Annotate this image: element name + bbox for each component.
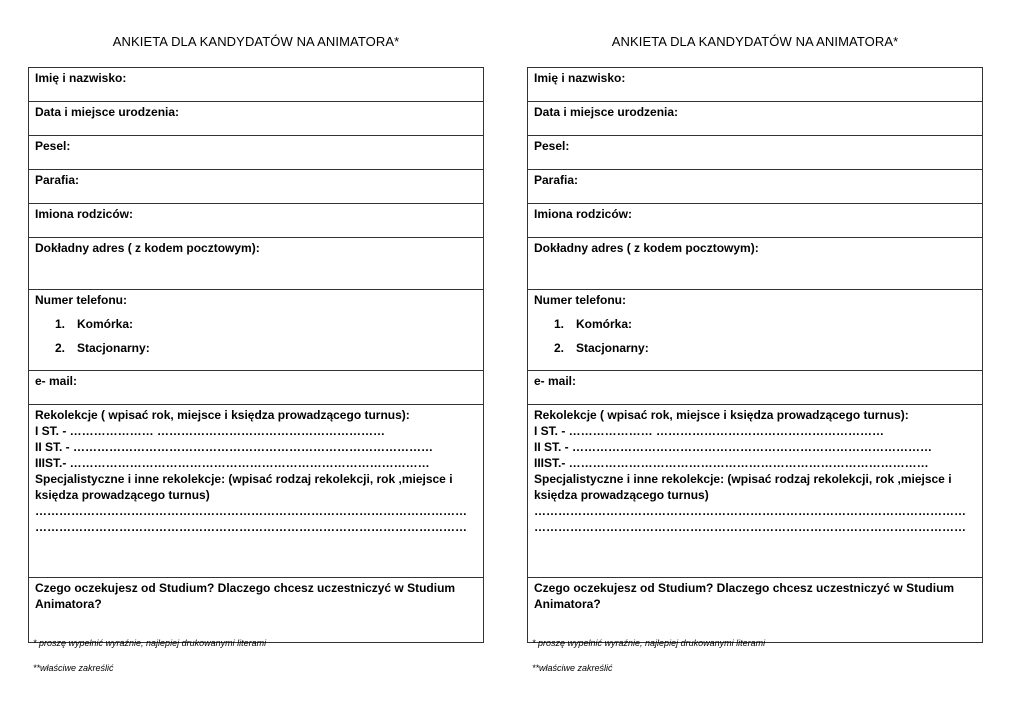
phone-mobile-label: Komórka:: [77, 317, 134, 331]
form-title: ANKIETA DLA KANDYDATÓW NA ANIMATORA*: [112, 34, 400, 49]
field-name[interactable]: [528, 68, 983, 102]
field-birth[interactable]: [29, 102, 484, 136]
phone-mobile-number: 1.: [554, 317, 565, 331]
field-email-label: e- mail:: [35, 374, 78, 388]
form-table: [28, 67, 484, 643]
phone-mobile-item: [35, 316, 477, 332]
field-parish[interactable]: [29, 170, 484, 204]
field-expectations-label: Czego oczekujesz od Studium? Dlaczego chcesz uczestniczyć w Studium Animatora?: [35, 581, 456, 611]
field-parents-label: Imiona rodziców:: [35, 207, 134, 221]
retreats-label: Rekolekcje ( wpisać rok, miejsce i księdza prowadzącego turnus):: [534, 408, 909, 422]
special-line-2: ………………………………………………………………………………………………: [534, 520, 966, 534]
field-address-label: Dokładny adres ( z kodem pocztowym):: [35, 241, 260, 255]
field-retreats[interactable]: [528, 405, 983, 578]
retreat-1-line: I ST. - ………………… …………………………………………………: [534, 424, 885, 438]
special-line-1: ………………………………………………………………………………………………: [534, 504, 966, 518]
footnote-1: * proszę wypełnić wyraźnie, najlepiej drukowanymi literami: [33, 638, 267, 648]
field-retreats[interactable]: [29, 405, 484, 578]
footnote-1: * proszę wypełnić wyraźnie, najlepiej drukowanymi literami: [532, 638, 766, 648]
field-expectations[interactable]: [528, 578, 983, 643]
special-retreats-label: Specjalistyczne i inne rekolekcje: (wpisać rodzaj rekolekcji, rok ,miejsce i księdza prowadzącego turnus): [35, 472, 453, 502]
field-email[interactable]: [29, 371, 484, 405]
field-pesel[interactable]: [29, 136, 484, 170]
form-title: ANKIETA DLA KANDYDATÓW NA ANIMATORA*: [611, 34, 899, 49]
field-email-label: e- mail:: [534, 374, 577, 388]
field-parish-label: Parafia:: [534, 173, 579, 187]
field-parish-label: Parafia:: [35, 173, 80, 187]
phone-landline-label: Stacjonarny:: [77, 341, 150, 355]
field-address-label: Dokładny adres ( z kodem pocztowym):: [534, 241, 759, 255]
phone-landline-label: Stacjonarny:: [576, 341, 649, 355]
special-line-1: ………………………………………………………………………………………………: [35, 504, 467, 518]
retreat-2-line: II ST. - ………………………………………………………………………………: [534, 440, 933, 454]
field-phone-label: Numer telefonu:: [534, 293, 627, 307]
field-birth-label: Data i miejsce urodzenia:: [35, 105, 180, 119]
phone-landline-number: 2.: [554, 341, 565, 355]
retreat-3-line: IIIST.- ………………………………………………………………………………: [35, 456, 430, 470]
phone-landline-item: [534, 340, 976, 356]
footnote-2: **właściwe zakreślić: [532, 663, 613, 673]
field-parents[interactable]: [29, 204, 484, 238]
field-phone[interactable]: [528, 290, 983, 371]
form-table: [527, 67, 983, 643]
field-address[interactable]: [29, 238, 484, 290]
phone-mobile-label: Komórka:: [576, 317, 633, 331]
field-parish[interactable]: [528, 170, 983, 204]
field-parents-label: Imiona rodziców:: [534, 207, 633, 221]
phone-landline-number: 2.: [55, 341, 66, 355]
field-address[interactable]: [528, 238, 983, 290]
field-pesel-label: Pesel:: [534, 139, 570, 153]
phone-landline-item: [35, 340, 477, 356]
field-birth-label: Data i miejsce urodzenia:: [534, 105, 679, 119]
field-expectations[interactable]: [29, 578, 484, 643]
field-parents[interactable]: [528, 204, 983, 238]
retreats-label: Rekolekcje ( wpisać rok, miejsce i księdza prowadzącego turnus):: [35, 408, 410, 422]
field-name-label: Imię i nazwisko:: [35, 71, 127, 85]
field-pesel[interactable]: [528, 136, 983, 170]
field-phone[interactable]: [29, 290, 484, 371]
phone-mobile-number: 1.: [55, 317, 66, 331]
field-phone-label: Numer telefonu:: [35, 293, 128, 307]
special-line-2: ………………………………………………………………………………………………: [35, 520, 467, 534]
field-name-label: Imię i nazwisko:: [534, 71, 626, 85]
retreat-2-line: II ST. - ………………………………………………………………………………: [35, 440, 434, 454]
phone-mobile-item: [534, 316, 976, 332]
field-pesel-label: Pesel:: [35, 139, 71, 153]
field-expectations-label: Czego oczekujesz od Studium? Dlaczego chcesz uczestniczyć w Studium Animatora?: [534, 581, 955, 611]
field-birth[interactable]: [528, 102, 983, 136]
field-email[interactable]: [528, 371, 983, 405]
footnote-2: **właściwe zakreślić: [33, 663, 114, 673]
field-name[interactable]: [29, 68, 484, 102]
retreat-1-line: I ST. - ………………… …………………………………………………: [35, 424, 386, 438]
retreat-3-line: IIIST.- ………………………………………………………………………………: [534, 456, 929, 470]
special-retreats-label: Specjalistyczne i inne rekolekcje: (wpisać rodzaj rekolekcji, rok ,miejsce i księdza prowadzącego turnus): [534, 472, 952, 502]
